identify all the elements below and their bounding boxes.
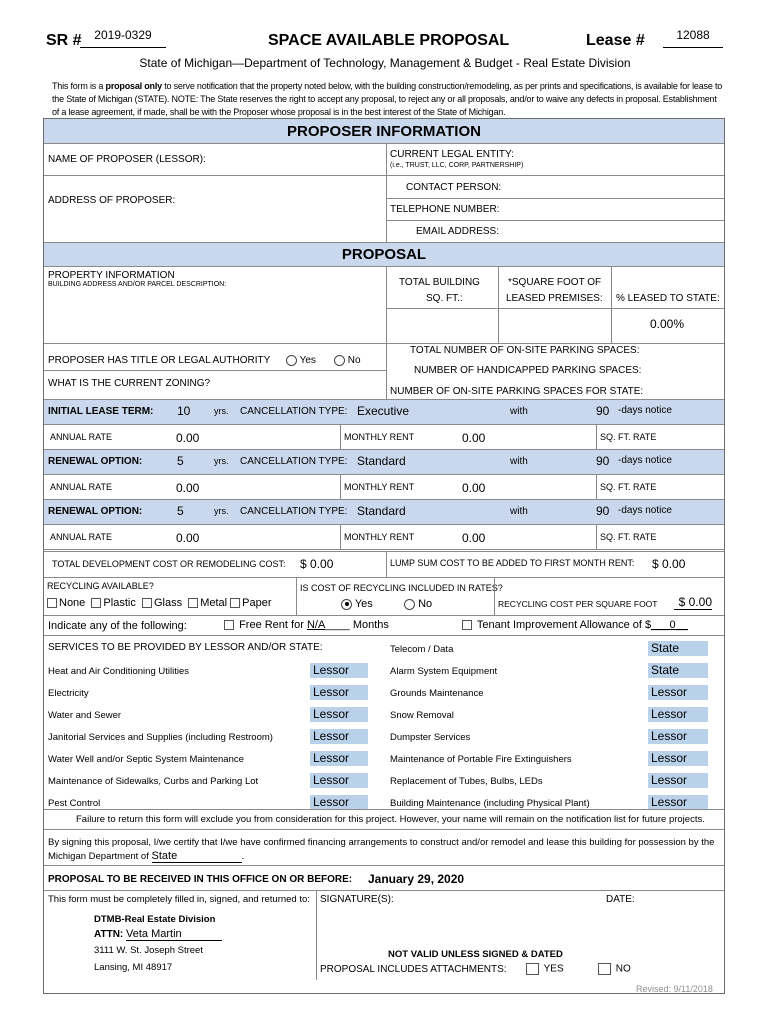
term-row bbox=[44, 450, 724, 475]
title-authority-label: PROPOSER HAS TITLE OR LEGAL AUTHORITY bbox=[48, 355, 271, 366]
term-row bbox=[44, 400, 724, 425]
property-info-note: BUILDING ADDRESS AND/OR PARCEL DESCRIPTION: bbox=[48, 281, 227, 288]
annual-rate-value[interactable]: 0.00 bbox=[176, 431, 200, 445]
divider bbox=[316, 890, 317, 980]
not-valid-note: NOT VALID UNLESS SIGNED & DATED bbox=[388, 949, 563, 960]
service-provider-field[interactable]: Lessor bbox=[648, 773, 708, 788]
service-provider-field[interactable]: Lessor bbox=[310, 773, 368, 788]
recycling-none-checkbox[interactable]: None bbox=[47, 597, 85, 609]
title-no-radio[interactable]: No bbox=[334, 355, 361, 366]
dev-cost-value[interactable]: $ 0.00 bbox=[300, 557, 334, 571]
divider bbox=[44, 343, 724, 344]
service-provider-field[interactable]: Lessor bbox=[310, 795, 368, 810]
rate-row bbox=[44, 525, 724, 550]
service-label: Water Well and/or Septic System Maintenance bbox=[48, 754, 244, 765]
service-label: Electricity bbox=[48, 688, 89, 699]
term-label: RENEWAL OPTION: bbox=[48, 456, 143, 467]
form-subtitle: State of Michigan—Department of Technology, Management & Budget - Real Estate Division bbox=[139, 56, 631, 70]
tia-checkbox[interactable]: Tenant Improvement Allowance of $___0__ bbox=[462, 619, 688, 631]
divider bbox=[494, 577, 495, 615]
annual-rate-value[interactable]: 0.00 bbox=[176, 481, 200, 495]
cancellation-label: CANCELLATION TYPE: bbox=[240, 406, 348, 417]
notice-days[interactable]: 90 bbox=[596, 504, 610, 518]
service-provider-field[interactable]: State bbox=[648, 663, 708, 678]
recycling-included-no-radio[interactable]: No bbox=[404, 598, 432, 610]
annual-rate-label: ANNUAL RATE bbox=[50, 482, 113, 492]
notice-days[interactable]: 90 bbox=[596, 454, 610, 468]
free-rent-checkbox[interactable]: Free Rent for N/A____ Months bbox=[224, 619, 389, 631]
sqft-rate-label: SQ. FT. RATE bbox=[600, 432, 657, 442]
service-label: Replacement of Tubes, Bulbs, LEDs bbox=[390, 776, 543, 787]
service-label: Water and Sewer bbox=[48, 710, 122, 721]
term-years[interactable]: 10 bbox=[177, 404, 191, 418]
service-provider-field[interactable]: Lessor bbox=[648, 729, 708, 744]
monthly-rent-label: MONTHLY RENT bbox=[344, 532, 415, 542]
divider bbox=[44, 370, 386, 371]
form-header bbox=[46, 28, 726, 54]
lump-sum-value[interactable]: $ 0.00 bbox=[652, 557, 686, 571]
attachments-label: PROPOSAL INCLUDES ATTACHMENTS: bbox=[320, 964, 507, 975]
divider bbox=[44, 829, 724, 830]
recycling-metal-checkbox[interactable]: Metal bbox=[188, 597, 227, 609]
divider bbox=[44, 865, 724, 866]
deadline-label: PROPOSAL TO BE RECEIVED IN THIS OFFICE ON OR BEFORE: bbox=[48, 874, 353, 885]
divider bbox=[386, 343, 387, 399]
property-info-label: PROPERTY INFORMATION bbox=[48, 270, 175, 281]
service-label: Grounds Maintenance bbox=[390, 688, 484, 699]
rate-row bbox=[44, 475, 724, 500]
divider bbox=[386, 220, 724, 221]
attachments-yes-checkbox[interactable]: YES bbox=[526, 963, 564, 975]
cancellation-label: CANCELLATION TYPE: bbox=[240, 456, 348, 467]
with-label: with bbox=[510, 506, 528, 517]
proposal-heading: PROPOSAL bbox=[44, 243, 724, 267]
certify-text: By signing this proposal, I/we certify that I/we have confirmed financing arrangements to construct and/or remodel and lease this building for possession by the bbox=[48, 837, 715, 848]
divider bbox=[44, 577, 724, 578]
service-provider-field[interactable]: Lessor bbox=[648, 751, 708, 766]
parking-state-label: NUMBER OF ON-SITE PARKING SPACES FOR STATE: bbox=[390, 386, 644, 397]
recycling-available-label: RECYCLING AVAILABLE? bbox=[47, 581, 154, 591]
term-years[interactable]: 5 bbox=[177, 504, 184, 518]
recycling-cost-value[interactable]: $ 0.00 bbox=[674, 595, 712, 610]
attn-field[interactable]: Veta Martin bbox=[126, 928, 222, 941]
radio-icon bbox=[334, 355, 345, 366]
proposal-form bbox=[43, 118, 725, 994]
revised-date: Revised: 9/11/2018 bbox=[636, 984, 713, 994]
service-provider-field[interactable]: Lessor bbox=[648, 685, 708, 700]
cancellation-value[interactable]: Standard bbox=[357, 504, 406, 518]
sqft-leased-label-2: LEASED PREMISES: bbox=[506, 293, 603, 304]
email-label: EMAIL ADDRESS: bbox=[416, 226, 499, 237]
certify-department-field[interactable]: State bbox=[152, 850, 242, 863]
signature-label: SIGNATURE(S): bbox=[320, 894, 394, 905]
return-instructions: This form must be completely filled in, signed, and returned to: bbox=[48, 894, 310, 905]
monthly-rent-label: MONTHLY RENT bbox=[344, 482, 415, 492]
service-label: Dumpster Services bbox=[390, 732, 471, 743]
parking-handicapped-label: NUMBER OF HANDICAPPED PARKING SPACES: bbox=[414, 365, 642, 376]
radio-icon bbox=[286, 355, 297, 366]
divider bbox=[386, 308, 724, 309]
rate-row bbox=[44, 425, 724, 450]
date-label: DATE: bbox=[606, 894, 635, 905]
service-provider-field[interactable]: Lessor bbox=[648, 795, 708, 810]
notice-days-label: -days notice bbox=[618, 505, 672, 516]
term-yrs-label: yrs. bbox=[214, 406, 229, 416]
annual-rate-value[interactable]: 0.00 bbox=[176, 531, 200, 545]
monthly-rent-value[interactable]: 0.00 bbox=[462, 431, 486, 445]
zoning-label: WHAT IS THE CURRENT ZONING? bbox=[48, 378, 211, 389]
recycling-glass-checkbox[interactable]: Glass bbox=[142, 597, 182, 609]
return-attn: ATTN: Veta Martin bbox=[94, 928, 222, 941]
monthly-rent-label: MONTHLY RENT bbox=[344, 432, 415, 442]
divider bbox=[386, 267, 387, 343]
service-label: Building Maintenance (including Physical Plant) bbox=[390, 798, 590, 809]
monthly-rent-value[interactable]: 0.00 bbox=[462, 531, 486, 545]
sqft-rate-label: SQ. FT. RATE bbox=[600, 532, 657, 542]
sqft-leased-label-1: *SQUARE FOOT OF bbox=[508, 277, 602, 288]
service-label: Pest Control bbox=[48, 798, 101, 809]
sr-number-field[interactable]: 2019-0329 bbox=[80, 28, 166, 48]
service-label: Snow Removal bbox=[390, 710, 454, 721]
divider bbox=[611, 267, 612, 343]
service-provider-field[interactable]: Lessor bbox=[310, 751, 368, 766]
failure-note: Failure to return this form will exclude you from consideration for this project. However, your name will remain on the notification list for future projects. bbox=[76, 814, 705, 825]
recycling-options bbox=[47, 597, 272, 609]
service-provider-field[interactable]: Lessor bbox=[310, 663, 368, 678]
cancellation-value[interactable]: Standard bbox=[357, 454, 406, 468]
proposer-name-label: NAME OF PROPOSER (LESSOR): bbox=[48, 154, 206, 165]
title-yes-radio[interactable]: Yes bbox=[286, 355, 316, 366]
recycling-cost-label: RECYCLING COST PER SQUARE FOOT bbox=[498, 599, 658, 609]
term-label: RENEWAL OPTION: bbox=[48, 506, 143, 517]
recycling-included-yes-radio[interactable]: Yes bbox=[341, 598, 373, 610]
term-years[interactable]: 5 bbox=[177, 454, 184, 468]
telephone-label: TELEPHONE NUMBER: bbox=[390, 204, 500, 215]
proposer-address-label: ADDRESS OF PROPOSER: bbox=[48, 195, 176, 206]
divider bbox=[386, 198, 724, 199]
return-street: 3111 W. St. Joseph Street bbox=[94, 945, 203, 956]
with-label: with bbox=[510, 406, 528, 417]
cancellation-value[interactable]: Executive bbox=[357, 404, 410, 418]
return-org: DTMB-Real Estate Division bbox=[94, 914, 216, 925]
pct-leased-value[interactable]: 0.00% bbox=[650, 317, 685, 331]
service-label: Maintenance of Sidewalks, Curbs and Parking Lot bbox=[48, 776, 259, 787]
recycling-plastic-checkbox[interactable]: Plastic bbox=[91, 597, 135, 609]
annual-rate-label: ANNUAL RATE bbox=[50, 432, 113, 442]
form-title: SPACE AVAILABLE PROPOSAL bbox=[268, 32, 510, 49]
recycling-paper-checkbox[interactable]: Paper bbox=[230, 597, 271, 609]
proposer-name-row bbox=[44, 144, 724, 176]
divider bbox=[296, 577, 297, 615]
service-label: Telecom / Data bbox=[390, 644, 454, 655]
divider bbox=[498, 267, 499, 343]
notice-days-label: -days notice bbox=[618, 455, 672, 466]
service-label: Maintenance of Portable Fire Extinguishers bbox=[390, 754, 572, 765]
legal-entity-label: CURRENT LEGAL ENTITY: bbox=[390, 149, 514, 160]
indicate-label: Indicate any of the following: bbox=[48, 620, 187, 632]
divider bbox=[44, 551, 724, 552]
proposer-info-heading: PROPOSER INFORMATION bbox=[44, 119, 724, 144]
pct-leased-label: % LEASED TO STATE: bbox=[616, 293, 720, 304]
divider bbox=[44, 809, 724, 810]
parking-total-label: TOTAL NUMBER OF ON-SITE PARKING SPACES: bbox=[410, 345, 640, 356]
service-provider-field[interactable]: Lessor bbox=[310, 729, 368, 744]
term-row bbox=[44, 500, 724, 525]
legal-entity-note: (i.e., TRUST, LLC, CORP, PARTNERSHIP) bbox=[390, 162, 524, 169]
divider bbox=[44, 635, 724, 636]
lease-label: Lease # bbox=[586, 32, 645, 49]
recycling-included-label: IS COST OF RECYCLING INCLUDED IN RATES? bbox=[300, 583, 503, 593]
radio-checked-icon bbox=[341, 599, 352, 610]
intro-paragraph: This form is a proposal only to serve notification that the property noted below, with the building construction/remodeling, as per prints and specifications, is available for lease to the State of Michigan (STATE). NOTE: The State reserves the right to accept any proposal, to reject any or all proposals, and/or to waive any defects in proposal. Establishment of a lease agreement, if made, shall be with the Proposer whose proposal is in the best interest of the State of Michigan. bbox=[52, 81, 723, 117]
return-city: Lansing, MI 48917 bbox=[94, 962, 173, 973]
service-label: Alarm System Equipment bbox=[390, 666, 498, 677]
service-provider-field[interactable]: Lessor bbox=[648, 707, 708, 722]
monthly-rent-value[interactable]: 0.00 bbox=[462, 481, 486, 495]
term-yrs-label: yrs. bbox=[214, 506, 229, 516]
divider bbox=[44, 615, 724, 616]
term-yrs-label: yrs. bbox=[214, 456, 229, 466]
service-label: Janitorial Services and Supplies (including Restroom) bbox=[48, 732, 273, 743]
term-label: INITIAL LEASE TERM: bbox=[48, 406, 154, 417]
certify-text-2: Michigan Department of State . bbox=[48, 850, 245, 862]
annual-rate-label: ANNUAL RATE bbox=[50, 532, 113, 542]
lease-number-field[interactable]: 12088 bbox=[663, 28, 723, 48]
with-label: with bbox=[510, 456, 528, 467]
cancellation-label: CANCELLATION TYPE: bbox=[240, 506, 348, 517]
divider bbox=[44, 890, 724, 891]
attachments-no-checkbox[interactable]: NO bbox=[598, 963, 631, 975]
sr-label: SR # bbox=[46, 32, 82, 49]
sqft-rate-label: SQ. FT. RATE bbox=[600, 482, 657, 492]
deadline-value[interactable]: January 29, 2020 bbox=[368, 872, 465, 886]
service-provider-field[interactable]: Lessor bbox=[310, 685, 368, 700]
contact-person-label: CONTACT PERSON: bbox=[406, 182, 502, 193]
services-heading: SERVICES TO BE PROVIDED BY LESSOR AND/OR STATE: bbox=[48, 642, 323, 653]
divider bbox=[386, 551, 387, 577]
total-building-label-2: SQ. FT.: bbox=[426, 293, 463, 304]
service-label: Heat and Air Conditioning Utilities bbox=[48, 666, 189, 677]
service-provider-field[interactable]: State bbox=[648, 641, 708, 656]
total-building-label-1: TOTAL BUILDING bbox=[399, 277, 480, 288]
service-provider-field[interactable]: Lessor bbox=[310, 707, 368, 722]
dev-cost-label: TOTAL DEVELOPMENT COST OR REMODELING COST: bbox=[52, 559, 286, 569]
notice-days-label: -days notice bbox=[618, 405, 672, 416]
notice-days[interactable]: 90 bbox=[596, 404, 610, 418]
lump-sum-label: LUMP SUM COST TO BE ADDED TO FIRST MONTH RENT: bbox=[390, 558, 635, 568]
radio-icon bbox=[404, 599, 415, 610]
divider bbox=[386, 144, 387, 243]
